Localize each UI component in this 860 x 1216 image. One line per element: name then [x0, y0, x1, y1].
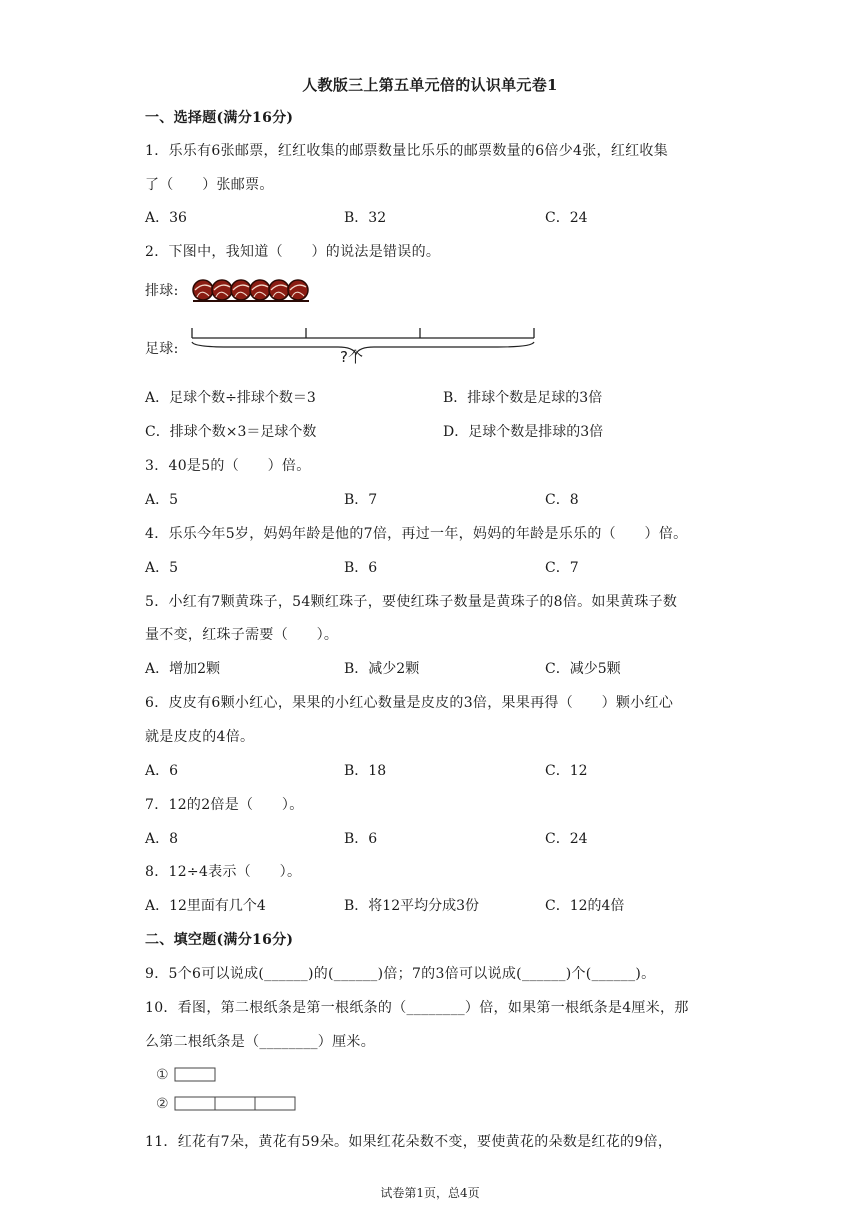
q2-option-b: B．排球个数是足球的3倍 — [443, 390, 603, 406]
q5-option-a: A．增加2颗 — [145, 661, 221, 677]
volleyball-icon — [269, 280, 289, 300]
q4-option-a: A．5 — [145, 560, 179, 576]
section-heading-choice: 一、选择题(满分16分) — [145, 110, 294, 126]
volleyball-icon — [193, 280, 213, 300]
q2-option-c: C．排球个数×3＝足球个数 — [145, 424, 317, 440]
q7-option-c: C．24 — [545, 831, 588, 847]
q2-option-d: D．足球个数是排球的3倍 — [443, 424, 604, 440]
q3-text: 3．40是5的（ ）倍。 — [145, 458, 311, 474]
q9-text: 9．5个6可以说成(______)的(______)倍；7的3倍可以说成(______)个(______)。 — [145, 966, 656, 982]
q8-text: 8．12÷4表示（ ）。 — [145, 864, 302, 880]
q10-text-line2: 么第二根纸条是（________）厘米。 — [145, 1034, 375, 1050]
volleyball-label: 排球: — [145, 283, 179, 299]
strip2-label: ② — [156, 1096, 169, 1112]
q3-option-a: A．5 — [145, 492, 179, 508]
section-heading-fill: 二、填空题(满分16分) — [145, 932, 294, 948]
q6-text-line2: 就是皮皮的4倍。 — [145, 729, 255, 745]
q6-text-line1: 6．皮皮有6颗小红心，果果的小红心数量是皮皮的3倍，果果再得（ ）颗小红心 — [145, 695, 674, 711]
q1-option-c: C．24 — [545, 210, 588, 226]
football-label: 足球: — [145, 341, 179, 357]
q6-option-c: C．12 — [545, 763, 588, 779]
q3-option-c: C．8 — [545, 492, 579, 508]
q6-option-b: B．18 — [344, 763, 387, 779]
q5-option-c: C．减少5颗 — [545, 661, 621, 677]
volleyball-figure — [192, 276, 310, 304]
q2-text: 2．下图中，我知道（ ）的说法是错误的。 — [145, 244, 441, 260]
strip1-label: ① — [156, 1067, 169, 1083]
q11-text-line1: 11．红花有7朵，黄花有59朵。如果红花朵数不变，要使黄花的朵数是红花的9倍， — [145, 1134, 673, 1150]
q1-text-line1: 1．乐乐有6张邮票，红红收集的邮票数量比乐乐的邮票数量的6倍少4张，红红收集 — [145, 143, 669, 159]
q10-text-line1: 10．看图，第二根纸条是第一根纸条的（________）倍，如果第一根纸条是4厘米，那 — [145, 1000, 689, 1016]
q1-option-a: A．36 — [145, 210, 187, 226]
question-mark-label: ?个 — [340, 348, 363, 366]
q8-option-c: C．12的4倍 — [545, 898, 625, 914]
q5-text-line1: 5．小红有7颗黄珠子，54颗红珠子，要使红珠子数量是黄珠子的8倍。如果黄珠子数 — [145, 594, 678, 610]
page-footer: 试卷第1页，总4页 — [380, 1186, 480, 1200]
paper-strip-2 — [174, 1095, 300, 1113]
volleyball-icon — [250, 280, 270, 300]
q1-text-line2: 了（ ）张邮票。 — [145, 177, 274, 193]
volleyball-icon — [288, 280, 308, 300]
q3-option-b: B．7 — [344, 492, 378, 508]
q4-text: 4．乐乐今年5岁，妈妈年龄是他的7倍，再过一年，妈妈的年龄是乐乐的（ ）倍。 — [145, 526, 688, 542]
volleyball-icon — [212, 280, 232, 300]
q7-option-a: A．8 — [145, 831, 179, 847]
paper-strip-1 — [174, 1066, 218, 1084]
document-title: 人教版三上第五单元倍的认识单元卷1 — [302, 76, 558, 94]
football-diagram — [188, 322, 538, 372]
q2-option-a: A．足球个数÷排球个数＝3 — [145, 390, 316, 406]
q5-text-line2: 量不变，红珠子需要（ ）。 — [145, 627, 339, 643]
q7-text: 7．12的2倍是（ ）。 — [145, 797, 304, 813]
q8-option-b: B．将12平均分成3份 — [344, 898, 480, 914]
q7-option-b: B．6 — [344, 831, 378, 847]
q4-option-b: B．6 — [344, 560, 378, 576]
q8-option-a: A．12里面有几个4 — [145, 898, 266, 914]
q5-option-b: B．减少2颗 — [344, 661, 420, 677]
q6-option-a: A．6 — [145, 763, 179, 779]
q1-option-b: B．32 — [344, 210, 387, 226]
volleyball-icon — [231, 280, 251, 300]
q4-option-c: C．7 — [545, 560, 579, 576]
